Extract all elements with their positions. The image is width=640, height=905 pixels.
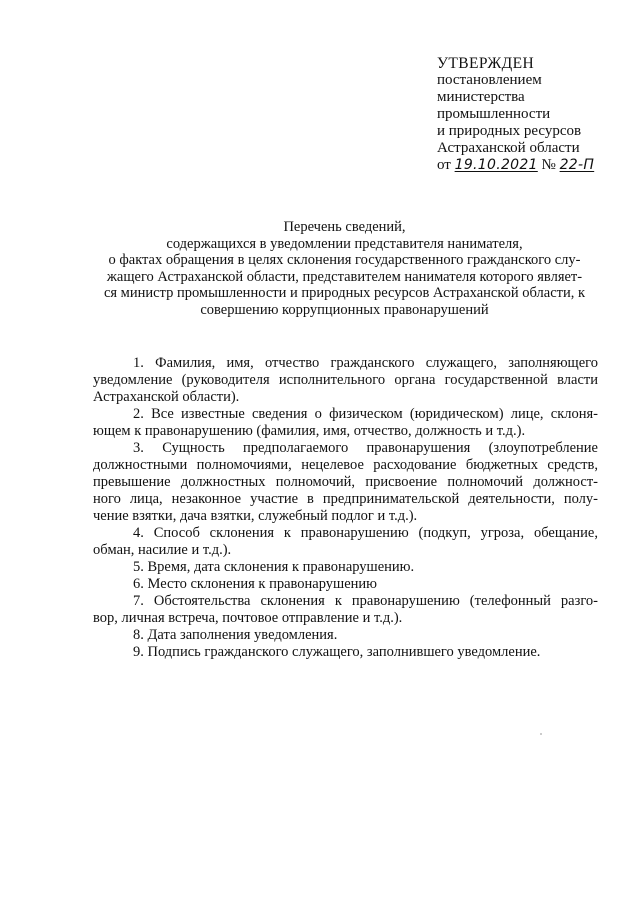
list-item-line: 3. Сущность предполагаемого правонарушения (злоупотребление [133, 440, 598, 456]
scan-speck [540, 733, 542, 735]
approval-line: постановлением [437, 72, 542, 88]
heading-line: совершению коррупционных правонарушений [200, 301, 489, 318]
heading-line: о фактах обращения в целях склонения государственного гражданского слу- [108, 252, 581, 268]
document-heading [92, 219, 597, 318]
handwritten-number: 22-П [559, 157, 595, 173]
list-item [93, 559, 598, 576]
approval-stamp [437, 55, 627, 174]
list-item-line: Астраханской области). [93, 389, 240, 405]
heading-line: Перечень сведений, [283, 219, 406, 235]
handwritten-date: 19.10.2021 [454, 157, 538, 173]
list-item-line: ющем к правонарушению (фамилия, имя, отчество, должность и т.д.). [93, 423, 526, 439]
list-item-line: 4. Способ склонения к правонарушению (подкуп, угроза, обещание, [133, 525, 598, 541]
list-item [93, 525, 598, 559]
list-item-line: обман, насилие и т.д.). [93, 542, 232, 558]
list-item [93, 627, 598, 644]
heading-line: содержащихся в уведомлении представителя нанимателя, [166, 235, 523, 252]
approval-line: министерства [437, 89, 525, 105]
list-item-line: 1. Фамилия, имя, отчество гражданского служащего, заполняющего [133, 355, 598, 371]
list-item-line: должностными полномочиями, нецелевое расходование бюджетных средств, [93, 457, 598, 473]
items-list [93, 355, 598, 661]
list-item [93, 576, 598, 593]
approval-line: Астраханской области [437, 140, 580, 156]
heading-line: жащего Астраханской области, представителем нанимателя которого являет- [106, 268, 583, 285]
list-item-line: 6. Место склонения к правонарушению [133, 576, 378, 592]
list-item-line: 8. Дата заполнения уведомления. [133, 627, 338, 643]
list-item-line: вор, личная встреча, почтовое отправление и т.д.). [93, 610, 403, 626]
list-item [93, 440, 598, 525]
approval-line: и природных ресурсов [437, 123, 582, 139]
list-item-line: уведомление (руководителя исполнительного органа государственной власти [93, 372, 598, 388]
list-item [93, 593, 598, 627]
list-item [93, 406, 598, 440]
list-item [93, 644, 598, 661]
number-prefix: № [537, 157, 560, 173]
list-item-line: 2. Все известные сведения о физическом (юридическом) лице, склоня- [133, 406, 598, 422]
list-item-line: 9. Подпись гражданского служащего, заполнившего уведомление. [133, 644, 541, 660]
list-item-line: превышение должностных полномочий, присвоение полномочий должност- [93, 474, 598, 490]
list-item [93, 355, 598, 406]
heading-line: ся министр промышленности и природных ресурсов Астраханской области, к [103, 285, 586, 301]
approval-date-line [437, 157, 627, 174]
list-item-line: чение взятки, дача взятки, служебный подлог и т.д.). [93, 508, 418, 524]
date-prefix: от [437, 157, 455, 173]
list-item-line: 7. Обстоятельства склонения к правонарушению (телефонный разго- [133, 593, 598, 609]
approval-line: промышленности [437, 106, 551, 122]
list-item-line: 5. Время, дата склонения к правонарушению. [133, 559, 415, 575]
list-item-line: ного лица, незаконное участие в предпринимательской деятельности, полу- [93, 491, 598, 507]
approval-title: УТВЕРЖДЕН [437, 55, 535, 72]
